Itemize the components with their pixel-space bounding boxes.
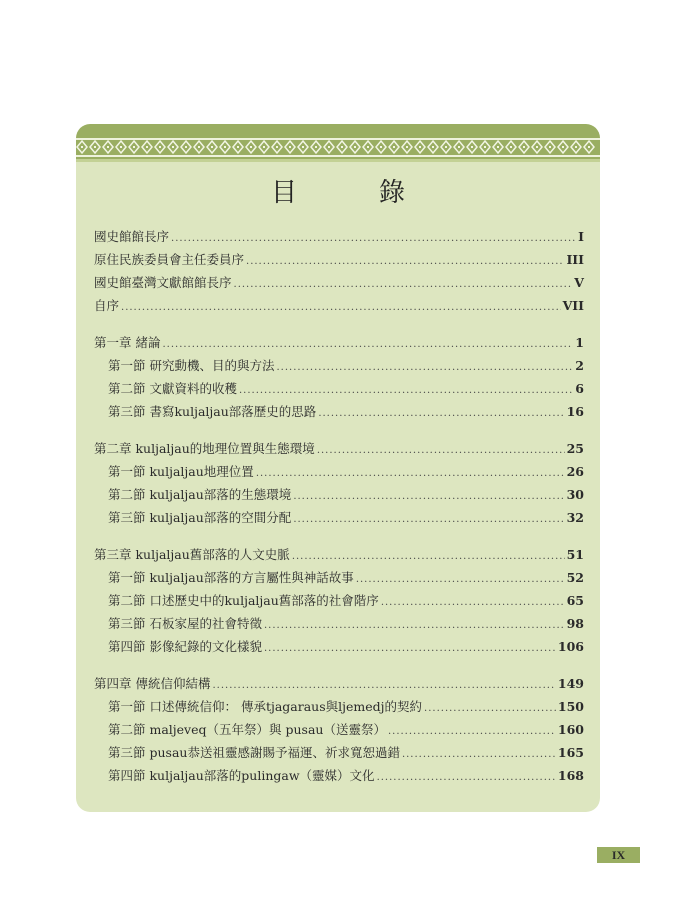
diamond-dot	[575, 146, 577, 148]
toc-entry-preface-3[interactable]: 國史館臺灣文獻館館長序 ..... V	[94, 271, 584, 294]
diamond-dot	[289, 146, 291, 148]
toc-section-4-3[interactable]: 第三節 pusau恭送祖靈感謝賜予福運、祈求寬恕過錯 ..... 165	[94, 741, 584, 764]
diamond-dot	[81, 146, 83, 148]
diamond-dot	[393, 146, 395, 148]
diamond-dot	[484, 146, 486, 148]
diamond-pattern-icon	[76, 124, 600, 162]
diamond-dot	[549, 146, 551, 148]
toc-section-2-1[interactable]: 第一節 kuljaljau地理位置 ..... 26	[94, 460, 584, 483]
diamond-dot	[588, 146, 590, 148]
toc-entry-preface-2[interactable]: 原住民族委員會主任委員序 ..... III	[94, 248, 584, 271]
toc-section-2-3[interactable]: 第三節 kuljaljau部落的空間分配 ..... 32	[94, 506, 584, 529]
diamond-dot	[354, 146, 356, 148]
diamond-dot	[315, 146, 317, 148]
diamond-dot	[510, 146, 512, 148]
diamond-dot	[445, 146, 447, 148]
diamond-dot	[562, 146, 564, 148]
toc-chapter-4[interactable]: 第四章 傳統信仰結構 ..... 149	[94, 672, 584, 695]
diamond-dot	[276, 146, 278, 148]
diamond-dot	[120, 146, 122, 148]
toc-section-4-4[interactable]: 第四節 kuljaljau部落的pulingaw（靈媒）文化 ..... 168	[94, 764, 584, 787]
toc-chapter-3[interactable]: 第三章 kuljaljau舊部落的人文史脈 ..... 51	[94, 543, 584, 566]
toc-section-1-2[interactable]: 第二節 文獻資料的收穫 ..... 6	[94, 377, 584, 400]
diamond-dot	[133, 146, 135, 148]
toc-section-3-4[interactable]: 第四節 影像紀錄的文化樣貌 ..... 106	[94, 635, 584, 658]
diamond-dot	[94, 146, 96, 148]
diamond-dot	[419, 146, 421, 148]
toc-chapter-1[interactable]: 第一章 緒論 ..... 1	[94, 331, 584, 354]
toc-section-4-2[interactable]: 第二節 maljeveq（五年祭）與 pusau（送靈祭） ..... 160	[94, 718, 584, 741]
diamond-dot	[250, 146, 252, 148]
diamond-dot	[497, 146, 499, 148]
toc-entry-preface-4[interactable]: 自序 ..... VII	[94, 294, 584, 317]
decorative-pattern-band	[76, 124, 600, 162]
diamond-dot	[406, 146, 408, 148]
diamond-dot	[341, 146, 343, 148]
diamond-dot	[302, 146, 304, 148]
diamond-dot	[458, 146, 460, 148]
diamond-dot	[146, 146, 148, 148]
toc-section-3-1[interactable]: 第一節 kuljaljau部落的方言屬性與神話故事 ..... 52	[94, 566, 584, 589]
page-number-badge: IX	[597, 847, 640, 863]
page-title: 目 錄	[270, 178, 433, 208]
toc-section-1-1[interactable]: 第一節 研究動機、目的與方法 ..... 2	[94, 354, 584, 377]
toc-chapter-2[interactable]: 第二章 kuljaljau的地理位置與生態環境 ..... 25	[94, 437, 584, 460]
toc-section-3-3[interactable]: 第三節 石板家屋的社會特徵 ..... 98	[94, 612, 584, 635]
diamond-dot	[198, 146, 200, 148]
toc-section-1-3[interactable]: 第三節 書寫kuljaljau部落歷史的思路 ..... 16	[94, 400, 584, 423]
diamond-dot	[536, 146, 538, 148]
toc-section-2-2[interactable]: 第二節 kuljaljau部落的生態環境 ..... 30	[94, 483, 584, 506]
toc-entry-preface-1[interactable]: 國史館館長序 ..... I	[94, 225, 584, 248]
diamond-dot	[523, 146, 525, 148]
diamond-dot	[172, 146, 174, 148]
toc-section-4-1[interactable]: 第一節 口述傳統信仰： 傳承tjagaraus與ljemedj的契約 ..... 150	[94, 695, 584, 718]
diamond-dot	[107, 146, 109, 148]
diamond-dot	[211, 146, 213, 148]
diamond-dot	[263, 146, 265, 148]
toc-panel	[76, 124, 600, 812]
toc-section-3-2[interactable]: 第二節 口述歷史中的kuljaljau舊部落的社會階序 ..... 65	[94, 589, 584, 612]
diamond-dot	[367, 146, 369, 148]
diamond-dot	[224, 146, 226, 148]
diamond-dot	[432, 146, 434, 148]
diamond-dot	[237, 146, 239, 148]
diamond-dot	[185, 146, 187, 148]
diamond-dot	[159, 146, 161, 148]
diamond-dot	[471, 146, 473, 148]
diamond-dot	[380, 146, 382, 148]
table-of-contents	[94, 225, 584, 787]
diamond-dot	[328, 146, 330, 148]
